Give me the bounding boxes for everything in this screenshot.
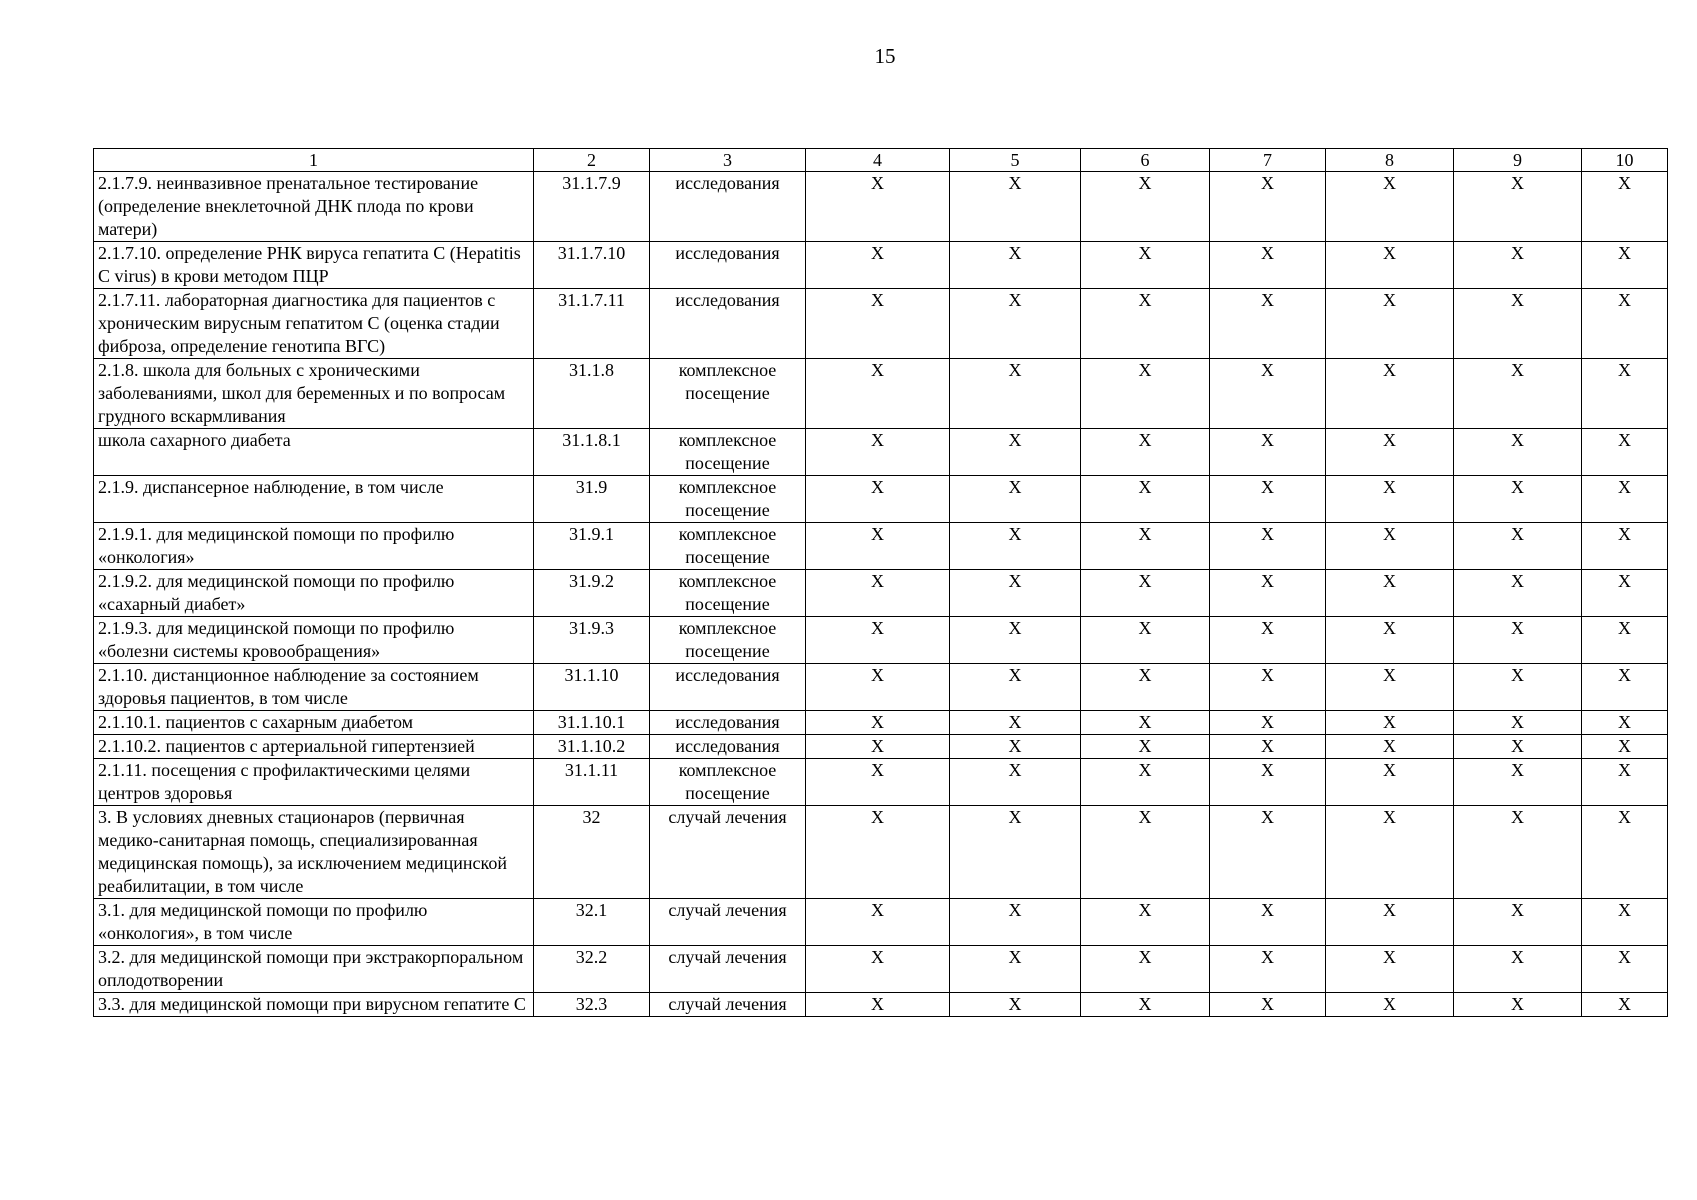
table-row <box>94 570 1668 617</box>
column-header-6: 6 <box>1081 149 1210 172</box>
row-code-cell: 31.1.11 <box>534 759 650 806</box>
row-mark-cell: X <box>1326 289 1454 359</box>
row-mark-cell: X <box>950 570 1081 617</box>
row-name-cell: 2.1.8. школа для больных с хроническими заболеваниями, школ для беременных и по вопросам грудного вскармливания <box>94 359 534 429</box>
row-mark-cell: X <box>1210 759 1326 806</box>
row-mark-cell: X <box>1582 523 1668 570</box>
row-name-cell: 2.1.10.1. пациентов с сахарным диабетом <box>94 711 534 735</box>
table-row <box>94 946 1668 993</box>
row-mark-cell: X <box>806 429 950 476</box>
row-mark-cell: X <box>1454 476 1582 523</box>
row-name-cell: 2.1.7.9. неинвазивное пренатальное тестирование (определение внеклеточной ДНК плода по крови матери) <box>94 172 534 242</box>
row-mark-cell: X <box>806 523 950 570</box>
row-mark-cell: X <box>806 570 950 617</box>
row-mark-cell: X <box>1326 172 1454 242</box>
row-name-cell: 3.1. для медицинской помощи по профилю «онкология», в том числе <box>94 899 534 946</box>
row-unit-cell: исследования <box>650 242 806 289</box>
row-code-cell: 31.1.10.2 <box>534 735 650 759</box>
column-header-8: 8 <box>1326 149 1454 172</box>
row-unit-cell: комплексное посещение <box>650 359 806 429</box>
row-mark-cell: X <box>806 359 950 429</box>
row-mark-cell: X <box>806 476 950 523</box>
row-mark-cell: X <box>1326 711 1454 735</box>
row-mark-cell: X <box>1210 242 1326 289</box>
row-mark-cell: X <box>1326 523 1454 570</box>
row-mark-cell: X <box>1582 617 1668 664</box>
page-number: 15 <box>874 44 896 68</box>
row-mark-cell: X <box>1210 664 1326 711</box>
row-mark-cell: X <box>1081 429 1210 476</box>
row-mark-cell: X <box>1454 806 1582 899</box>
row-mark-cell: X <box>1210 523 1326 570</box>
row-mark-cell: X <box>806 617 950 664</box>
row-mark-cell: X <box>1582 289 1668 359</box>
row-mark-cell: X <box>1454 429 1582 476</box>
row-code-cell: 31.9 <box>534 476 650 523</box>
row-mark-cell: X <box>1454 617 1582 664</box>
row-mark-cell: X <box>950 289 1081 359</box>
row-mark-cell: X <box>1454 899 1582 946</box>
table-row <box>94 429 1668 476</box>
row-name-cell: 2.1.9.2. для медицинской помощи по профилю «сахарный диабет» <box>94 570 534 617</box>
row-code-cell: 31.1.10.1 <box>534 711 650 735</box>
row-mark-cell: X <box>950 806 1081 899</box>
row-unit-cell: исследования <box>650 664 806 711</box>
row-code-cell: 32.2 <box>534 946 650 993</box>
row-unit-cell: исследования <box>650 289 806 359</box>
row-mark-cell: X <box>1454 993 1582 1017</box>
row-mark-cell: X <box>1081 664 1210 711</box>
row-name-cell: 3.3. для медицинской помощи при вирусном гепатите С <box>94 993 534 1017</box>
row-unit-cell: случай лечения <box>650 806 806 899</box>
row-mark-cell: X <box>950 711 1081 735</box>
row-mark-cell: X <box>1081 993 1210 1017</box>
row-code-cell: 32.1 <box>534 899 650 946</box>
row-mark-cell: X <box>1582 806 1668 899</box>
table-row <box>94 242 1668 289</box>
row-mark-cell: X <box>806 735 950 759</box>
table-row <box>94 359 1668 429</box>
row-unit-cell: случай лечения <box>650 946 806 993</box>
row-unit-cell: комплексное посещение <box>650 523 806 570</box>
row-name-cell: 2.1.9. диспансерное наблюдение, в том числе <box>94 476 534 523</box>
table-row <box>94 523 1668 570</box>
row-mark-cell: X <box>1454 759 1582 806</box>
row-mark-cell: X <box>1081 617 1210 664</box>
table-row <box>94 735 1668 759</box>
row-mark-cell: X <box>1326 617 1454 664</box>
row-mark-cell: X <box>1582 359 1668 429</box>
row-unit-cell: комплексное посещение <box>650 476 806 523</box>
row-mark-cell: X <box>1326 242 1454 289</box>
row-unit-cell: комплексное посещение <box>650 570 806 617</box>
row-code-cell: 31.1.7.10 <box>534 242 650 289</box>
row-mark-cell: X <box>1454 570 1582 617</box>
row-mark-cell: X <box>1454 242 1582 289</box>
row-unit-cell: исследования <box>650 711 806 735</box>
row-mark-cell: X <box>1582 242 1668 289</box>
row-mark-cell: X <box>1582 759 1668 806</box>
row-unit-cell: комплексное посещение <box>650 429 806 476</box>
row-unit-cell: исследования <box>650 735 806 759</box>
row-mark-cell: X <box>950 476 1081 523</box>
column-header-2: 2 <box>534 149 650 172</box>
row-mark-cell: X <box>1210 289 1326 359</box>
row-unit-cell: комплексное посещение <box>650 759 806 806</box>
row-unit-cell: комплексное посещение <box>650 617 806 664</box>
row-name-cell: 2.1.9.3. для медицинской помощи по профилю «болезни системы кровообращения» <box>94 617 534 664</box>
row-mark-cell: X <box>1081 806 1210 899</box>
data-table <box>93 148 1668 1017</box>
column-header-3: 3 <box>650 149 806 172</box>
row-mark-cell: X <box>806 899 950 946</box>
row-mark-cell: X <box>1454 172 1582 242</box>
row-code-cell: 31.1.8 <box>534 359 650 429</box>
row-mark-cell: X <box>1326 806 1454 899</box>
row-mark-cell: X <box>1454 523 1582 570</box>
row-mark-cell: X <box>950 172 1081 242</box>
row-mark-cell: X <box>806 242 950 289</box>
row-mark-cell: X <box>1582 899 1668 946</box>
table-row <box>94 899 1668 946</box>
row-mark-cell: X <box>950 993 1081 1017</box>
column-header-1: 1 <box>94 149 534 172</box>
row-mark-cell: X <box>950 759 1081 806</box>
row-mark-cell: X <box>1210 429 1326 476</box>
row-mark-cell: X <box>1081 946 1210 993</box>
row-mark-cell: X <box>1326 359 1454 429</box>
column-header-4: 4 <box>806 149 950 172</box>
column-header-7: 7 <box>1210 149 1326 172</box>
row-name-cell: 2.1.10. дистанционное наблюдение за состоянием здоровья пациентов, в том числе <box>94 664 534 711</box>
row-mark-cell: X <box>1210 570 1326 617</box>
table-row <box>94 759 1668 806</box>
row-mark-cell: X <box>806 711 950 735</box>
table-row <box>94 711 1668 735</box>
row-name-cell: 2.1.7.10. определение РНК вируса гепатита С (Hepatitis C virus) в крови методом ПЦР <box>94 242 534 289</box>
row-name-cell: 2.1.9.1. для медицинской помощи по профилю «онкология» <box>94 523 534 570</box>
row-mark-cell: X <box>1454 946 1582 993</box>
row-mark-cell: X <box>806 946 950 993</box>
row-mark-cell: X <box>1210 476 1326 523</box>
row-mark-cell: X <box>806 289 950 359</box>
row-mark-cell: X <box>950 242 1081 289</box>
row-mark-cell: X <box>1326 570 1454 617</box>
row-mark-cell: X <box>1081 570 1210 617</box>
row-mark-cell: X <box>806 806 950 899</box>
row-mark-cell: X <box>1081 759 1210 806</box>
row-mark-cell: X <box>1081 172 1210 242</box>
row-mark-cell: X <box>806 172 950 242</box>
row-mark-cell: X <box>1081 476 1210 523</box>
row-mark-cell: X <box>1210 806 1326 899</box>
row-mark-cell: X <box>950 429 1081 476</box>
table-row <box>94 617 1668 664</box>
row-mark-cell: X <box>950 735 1081 759</box>
row-mark-cell: X <box>1326 476 1454 523</box>
row-mark-cell: X <box>950 359 1081 429</box>
row-mark-cell: X <box>1454 289 1582 359</box>
row-mark-cell: X <box>806 993 950 1017</box>
row-code-cell: 32.3 <box>534 993 650 1017</box>
row-mark-cell: X <box>950 946 1081 993</box>
row-mark-cell: X <box>1454 711 1582 735</box>
row-mark-cell: X <box>1582 735 1668 759</box>
row-mark-cell: X <box>1454 359 1582 429</box>
row-mark-cell: X <box>1582 476 1668 523</box>
row-name-cell: 2.1.7.11. лабораторная диагностика для пациентов с хроническим вирусным гепатитом С (оценка стадии фиброза, определение генотипа ВГС) <box>94 289 534 359</box>
row-unit-cell: исследования <box>650 172 806 242</box>
row-mark-cell: X <box>1081 735 1210 759</box>
row-mark-cell: X <box>806 664 950 711</box>
row-mark-cell: X <box>1454 664 1582 711</box>
row-unit-cell: случай лечения <box>650 899 806 946</box>
row-mark-cell: X <box>950 617 1081 664</box>
row-mark-cell: X <box>1210 899 1326 946</box>
row-mark-cell: X <box>950 664 1081 711</box>
row-code-cell: 31.9.1 <box>534 523 650 570</box>
row-mark-cell: X <box>1210 993 1326 1017</box>
table-row <box>94 172 1668 242</box>
row-mark-cell: X <box>1582 993 1668 1017</box>
table-row <box>94 664 1668 711</box>
row-mark-cell: X <box>1326 759 1454 806</box>
row-name-cell: 3. В условиях дневных стационаров (первичная медико-санитарная помощь, специализированная медицинская помощь), за исключением медицинской реабилитации, в том числе <box>94 806 534 899</box>
table-body <box>94 172 1668 1017</box>
row-mark-cell: X <box>950 899 1081 946</box>
column-header-5: 5 <box>950 149 1081 172</box>
column-header-9: 9 <box>1454 149 1582 172</box>
row-mark-cell: X <box>1210 172 1326 242</box>
row-name-cell: 3.2. для медицинской помощи при экстракорпоральном оплодотворении <box>94 946 534 993</box>
row-code-cell: 31.1.10 <box>534 664 650 711</box>
row-name-cell: школа сахарного диабета <box>94 429 534 476</box>
row-mark-cell: X <box>1081 289 1210 359</box>
row-unit-cell: случай лечения <box>650 993 806 1017</box>
row-mark-cell: X <box>1326 946 1454 993</box>
row-name-cell: 2.1.10.2. пациентов с артериальной гипертензией <box>94 735 534 759</box>
row-mark-cell: X <box>1582 172 1668 242</box>
row-mark-cell: X <box>1582 946 1668 993</box>
row-name-cell: 2.1.11. посещения с профилактическими целями центров здоровья <box>94 759 534 806</box>
row-mark-cell: X <box>1210 711 1326 735</box>
row-mark-cell: X <box>1210 617 1326 664</box>
row-mark-cell: X <box>1582 429 1668 476</box>
row-mark-cell: X <box>1326 899 1454 946</box>
row-mark-cell: X <box>1326 735 1454 759</box>
row-mark-cell: X <box>950 523 1081 570</box>
row-mark-cell: X <box>1081 899 1210 946</box>
row-mark-cell: X <box>1454 735 1582 759</box>
table-row <box>94 289 1668 359</box>
row-mark-cell: X <box>1326 664 1454 711</box>
row-mark-cell: X <box>1582 570 1668 617</box>
row-code-cell: 31.9.3 <box>534 617 650 664</box>
column-header-10: 10 <box>1582 149 1668 172</box>
row-mark-cell: X <box>1326 429 1454 476</box>
row-mark-cell: X <box>1582 664 1668 711</box>
table-row <box>94 476 1668 523</box>
table-row <box>94 806 1668 899</box>
row-code-cell: 32 <box>534 806 650 899</box>
row-code-cell: 31.9.2 <box>534 570 650 617</box>
row-mark-cell: X <box>806 759 950 806</box>
row-mark-cell: X <box>1081 523 1210 570</box>
row-mark-cell: X <box>1210 946 1326 993</box>
row-mark-cell: X <box>1210 735 1326 759</box>
row-mark-cell: X <box>1081 242 1210 289</box>
row-code-cell: 31.1.8.1 <box>534 429 650 476</box>
row-mark-cell: X <box>1081 359 1210 429</box>
row-mark-cell: X <box>1582 711 1668 735</box>
row-mark-cell: X <box>1326 993 1454 1017</box>
table-row <box>94 993 1668 1017</box>
row-mark-cell: X <box>1210 359 1326 429</box>
row-mark-cell: X <box>1081 711 1210 735</box>
header-row <box>94 149 1668 172</box>
row-code-cell: 31.1.7.9 <box>534 172 650 242</box>
row-code-cell: 31.1.7.11 <box>534 289 650 359</box>
